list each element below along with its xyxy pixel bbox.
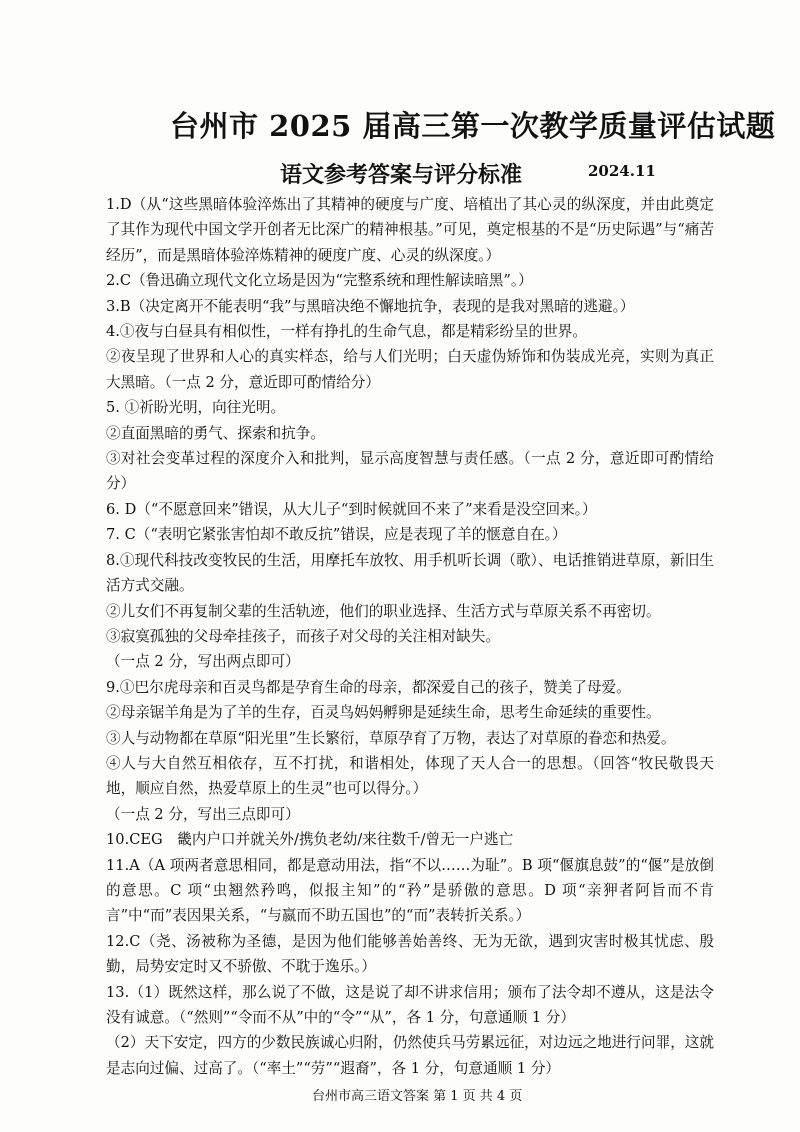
answer-9-point-2: ②母亲锯羊角是为了羊的生存，百灵鸟妈妈孵卵是延续生命，思考生命延续的重要性。 — [106, 704, 661, 722]
answer-9-scoring-note: （一点 2 分，写出三点即可） — [106, 805, 300, 823]
answer-13-part-1: 13.（1）既然这样，那么说了不做，这是说了却不讲求信用；颁布了法令却不遵从，这是法令没有诚意。（“然则”“令而不从”中的“令”“从”，各 1 分，句意通顺 1 分） — [106, 983, 714, 1026]
answer-10: 10.CEG 畿内户口并就关外/携负老幼/来往数千/曾无一户逃亡 — [106, 831, 514, 849]
answer-8-point-3: ③寂寞孤独的父母牵挂孩子，而孩子对父母的关注相对缺失。 — [106, 627, 501, 645]
answer-5-point-1: 5. ①祈盼光明，向往光明。 — [106, 399, 286, 417]
answer-8-point-2: ②儿女们不再复制父辈的生活轨迹，他们的职业选择、生活方式与草原关系不再密切。 — [106, 602, 661, 620]
answer-1: 1.D（从“这些黑暗体验淬炼出了其精神的硬度与广度、培植出了其心灵的纵深度，并由此奠定了其作为现代中国文学开创者无比深广的精神根基。”可见，奠定根基的不是“历史际遇”与“痛苦经历”，而是黑暗体验淬炼精神的硬度广度、心灵的纵深度。） — [106, 196, 714, 264]
answer-9-point-1: 9.①巴尔虎母亲和百灵鸟都是孕育生命的母亲，都深爱自己的孩子，赞美了母爱。 — [106, 678, 631, 696]
answer-11: 11.A（A 项两者意思相同，都是意动用法，指“不以……为耻”。B 项“偃旗息鼓”的“偃”是放倒的意思。C 项“虫翘然矜鸣，似报主知”的“矜”是骄傲的意思。D 项“亲狎者阿旨而不肯言”中“而”表因果关系，“与嬴而不助五国也”的“而”表转折关系。） — [106, 856, 714, 925]
answer-3: 3.B（决定离开不能表明“我”与黑暗决绝不懈地抗争，表现的是我对黑暗的逃避。） — [106, 297, 635, 315]
answer-4-point-1: 4.①夜与白昼具有相似性，一样有挣扎的生命气息，都是精彩纷呈的世界。 — [106, 323, 587, 341]
answer-5-point-2: ②直面黑暗的勇气、探索和抗争。 — [106, 424, 325, 442]
answer-8-point-1: 8.①现代科技改变牧民的生活，用摩托车放牧、用手机听长调（歌）、电话推销进草原，新旧生活方式交融。 — [106, 551, 714, 595]
answer-9-point-4: ④人与大自然互相依存，互不打扰，和谐相处，体现了天人合一的思想。（回答“牧民敬畏天地，顺应自然，热爱草原上的生灵”也可以得分。） — [106, 754, 714, 798]
answer-12: 12.C（尧、汤被称为圣德，是因为他们能够善始善终、无为无欲，遇到灾害时极其忧虑、殷勤，局势安定时又不骄傲、不耽于逸乐。） — [106, 932, 714, 976]
page-footer: 台州市高三语文答案 第 1 页 共 4 页 — [312, 1089, 523, 1104]
document-title: 台州市 2025 届高三第一次教学质量评估试题 — [170, 109, 776, 143]
answer-7: 7. C（“表明它紧张害怕却不敢反抗”错误，应是表现了羊的惬意自在。） — [106, 526, 567, 544]
document-date: 2024.11 — [588, 162, 656, 180]
answer-13-part-2: （2）天下安定，四方的少数民族诚心归附，仍然使兵马劳累远征，对边远之地进行问罪，这就是志向过偏、过高了。（“率土”“劳”“遐裔”，各 1 分，句意通顺 1 分） — [106, 1034, 714, 1077]
answer-body — [106, 192, 714, 1081]
answer-4-point-2: ②夜呈现了世界和人心的真实样态，给与人们光明；白天虚伪矫饰和伪装成光亮，实则为真正大黑暗。（一点 2 分，意近即可酌情给分） — [106, 348, 714, 391]
answer-2: 2.C（鲁迅确立现代文化立场是因为“完整系统和理性解读暗黑”。） — [106, 272, 533, 290]
answer-6: 6. D（“不愿意回来”错误，从大儿子“到时候就回不来了”来看是没空回来。） — [106, 500, 597, 518]
document-subtitle: 语文参考答案与评分标准 — [280, 162, 523, 188]
answer-5-point-3: ③对社会变革过程的深度介入和批判，显示高度智慧与责任感。（一点 2 分，意近即可酌情给分） — [106, 450, 714, 493]
answer-9-point-3: ③人与动物都在草原“阳光里”生长繁衍，草原孕育了万物，表达了对草原的眷恋和热爱。 — [106, 729, 676, 747]
answer-8-scoring-note: （一点 2 分，写出两点即可） — [106, 653, 300, 671]
